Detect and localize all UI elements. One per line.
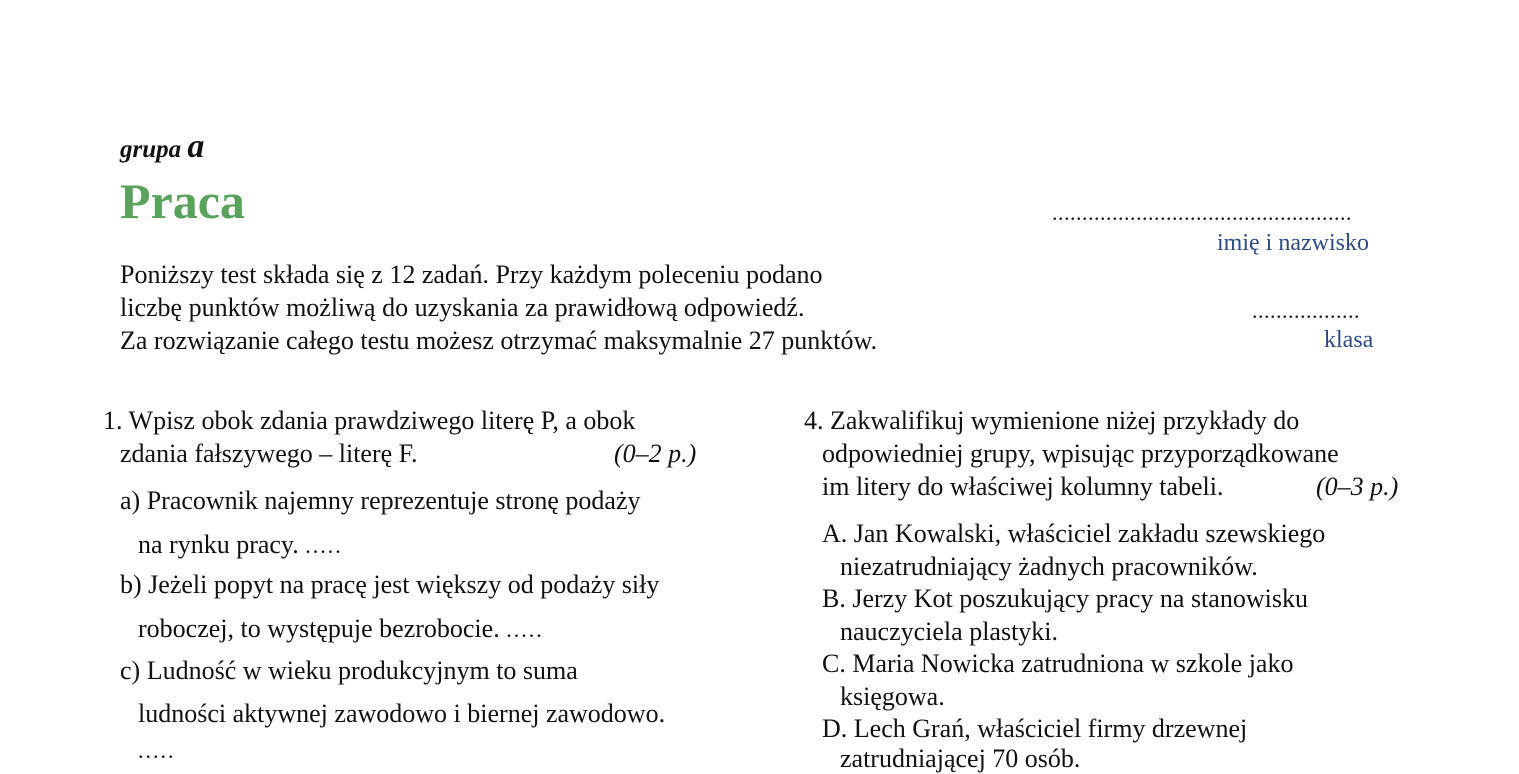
group-heading: [120, 128, 204, 166]
task4-option-b-line1: B. Jerzy Kot poszukujący pracy na stanowisku: [822, 584, 1308, 613]
task1-item-a-line1: a) Pracownik najemny reprezentuje stronę podaży: [120, 486, 641, 515]
task4-points: (0–3 p.): [1316, 472, 1399, 501]
task1-item-c-answer[interactable]: .....: [138, 738, 176, 763]
task1-points: (0–2 p.): [614, 439, 697, 468]
task4-instruction-line1: 4. Zakwalifikuj wymienione niżej przykłady do: [804, 406, 1300, 435]
task4-option-c-line2: księgowa.: [840, 682, 945, 711]
group-prefix: grupa: [120, 136, 182, 163]
task1-item-c-line1: c) Ludność w wieku produkcyjnym to suma: [120, 656, 578, 685]
task4-option-d-line2: zatrudniającej 70 osób.: [840, 744, 1081, 773]
task1-instruction-line2: zdania fałszywego – literę F.: [120, 439, 418, 468]
page-title: Praca: [120, 173, 245, 229]
name-label: imię i nazwisko: [1217, 230, 1369, 256]
class-label: klasa: [1324, 327, 1374, 353]
task1-item-a-answer[interactable]: .....: [305, 533, 343, 558]
task1-item-c-line2: ludności aktywnej zawodowo i biernej zawodowo.: [138, 699, 666, 728]
task1-instruction-line1: 1. Wpisz obok zdania prawdziwego literę P, a obok: [103, 406, 636, 435]
task4-option-c-line1: C. Maria Nowicka zatrudniona w szkole jako: [822, 649, 1294, 678]
task4-option-a-line1: A. Jan Kowalski, właściciel zakładu szewskiego: [822, 519, 1326, 548]
task4-option-d-line1: D. Lech Grań, właściciel firmy drzewnej: [822, 714, 1248, 743]
task4-option-b-line2: nauczyciela plastyki.: [840, 617, 1059, 646]
task1-item-b-answer[interactable]: .....: [506, 617, 544, 642]
intro-line-3: Za rozwiązanie całego testu możesz otrzymać maksymalnie 27 punktów.: [120, 326, 878, 355]
intro-line-1: Poniższy test składa się z 12 zadań. Przy każdym poleceniu podano: [120, 260, 823, 289]
task1-item-b-line2: roboczej, to występuje bezrobocie. .....: [138, 614, 544, 643]
group-letter: a: [187, 128, 205, 165]
intro-line-2: liczbę punktów możliwą do uzyskania za prawidłową odpowiedź.: [120, 293, 805, 322]
task1-item-a-line2: na rynku pracy. .....: [138, 530, 343, 559]
name-field-dots[interactable]: ..................................................: [1052, 200, 1352, 225]
task1-item-b-line1: b) Jeżeli popyt na pracę jest większy od podaży siły: [120, 570, 660, 599]
class-field-dots[interactable]: ..................: [1252, 298, 1360, 323]
task4-instruction-line2: odpowiedniej grupy, wpisując przyporządkowane: [822, 439, 1339, 468]
task4-option-a-line2: niezatrudniający żadnych pracowników.: [840, 552, 1258, 581]
task4-instruction-line3: im litery do właściwej kolumny tabeli.: [822, 472, 1224, 501]
